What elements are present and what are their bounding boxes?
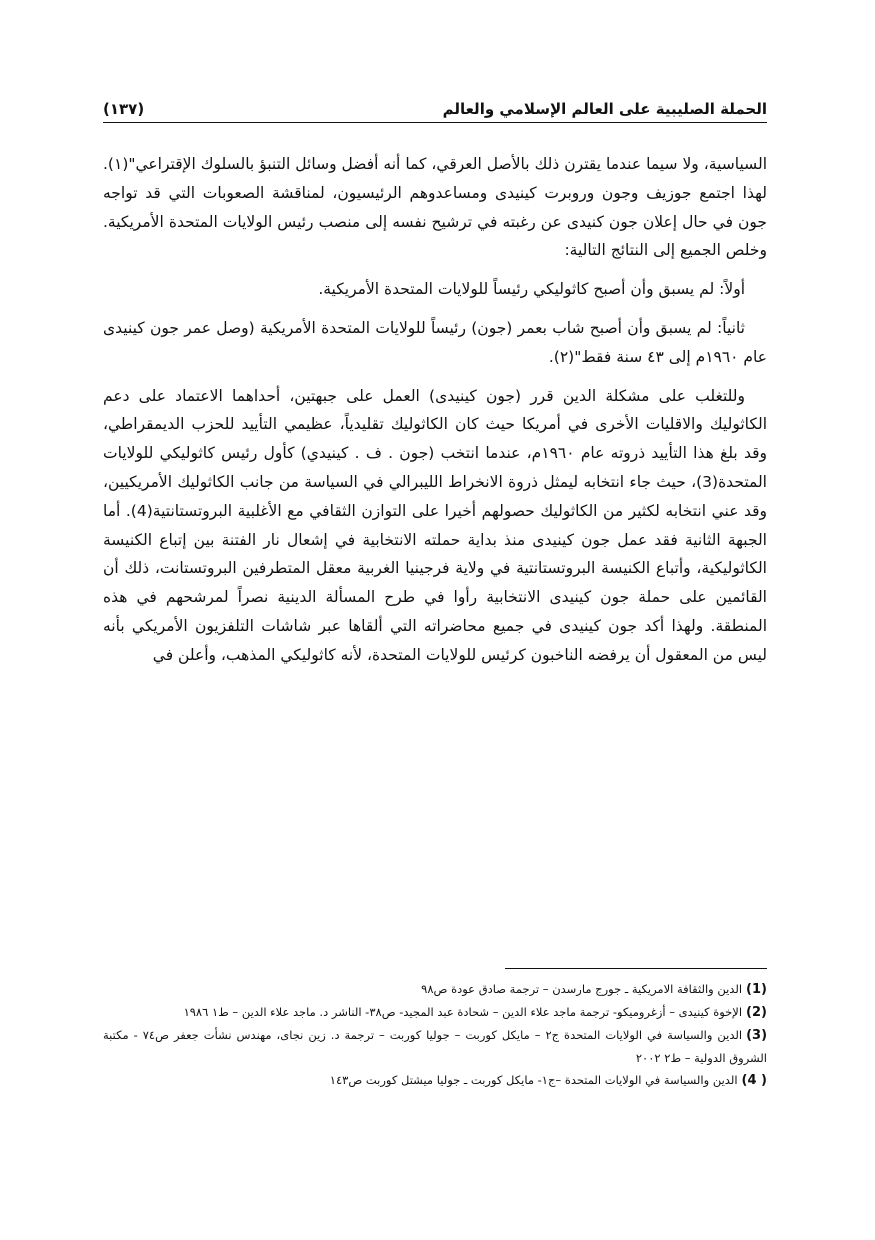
footnote-mark: ( 4) bbox=[741, 1073, 767, 1088]
main-text bbox=[103, 150, 767, 670]
footnote-3 bbox=[103, 1024, 767, 1069]
footnote-1 bbox=[103, 978, 767, 1001]
footnote-text: الدين والسياسة في الولايات المتحدة –ج١- مايكل كوربت ـ جوليا ميشتل كوربت ص١٤٣ bbox=[329, 1073, 738, 1087]
page-number: (١٣٧) bbox=[103, 100, 145, 118]
footnotes bbox=[103, 978, 767, 1092]
paragraph-4: وللتغلب على مشكلة الدين قرر (جون كينيدى) العمل على جبهتين، أحداهما الاعتماد على دعم الكاثوليك والاقليات الأخرى في أمريكا حيث كان الكاثوليك تقليدياً، عظيمي التأييد للحزب الديمقراطي، وقد بلغ هذا التأييد ذروته عام ١٩٦٠م، عندما انتخب (جون . ف . كينيدي) كأول رئيس كاثوليكي للولايات المتحدة(3)، حيث جاء انتخابه ليمثل ذروة الانخراط الليبرالي في السياسة من جانب الكاثوليك الأمريكيين، وقد عني انتخابه لكثير من الكاثوليك حصولهم أخيرا على التوازن الثقافي مع الأغلبية البروتستانتية(4). أما الجبهة الثانية فقد عمل جون كينيدى منذ بداية حملته الانتخابية في إشعال نار الفتنة بين إتباع الكنيسة الكاثوليكية، وأتباع الكنيسة البروتستانتية في ولاية فرجينيا الغربية معقل المتطرفين البروتستانت، ذلك أن القائمين على حملة جون كينيدى الانتخابية رأوا في طرح المسألة الدينية نصراً لمرشحهم في هذه المنطقة. ولهذا أكد جون كينيدى في جميع محاضراته التي ألقاها عبر شاشات التلفزيون الأمريكي بأنه ليس من المعقول أن يرفضه الناخبون كرئيس للولايات المتحدة، لأنه كاثوليكي المذهب، وأعلن في bbox=[103, 386, 768, 664]
footnote-text: الدين والثقافة الامريكية ـ جورج مارسدن – ترجمة صادق عودة ص٩٨ bbox=[421, 982, 743, 996]
footnote-text: الدين والسياسة في الولايات المتحدة ج٢ – مايكل كوربت – جوليا كوربت – ترجمة د. زين نجاى، مهندس نشأت جعفر ص٧٤ - مكتبة الشروق الدولية – ط٢ ٢٠٠٢ bbox=[103, 1028, 767, 1065]
footnote-text: الإخوة كينيدى – أزغروميكو- ترجمة ماجد علاء الدين – شحادة عبد المجيد- ص٣٨- الناشر د. ماجد علاء الدين – ط١ ١٩٨٦ bbox=[183, 1005, 743, 1019]
running-title: الحملة الصليبية على العالم الإسلامي والعالم bbox=[442, 100, 767, 118]
footnote-mark: (2) bbox=[746, 1005, 767, 1020]
page-header bbox=[103, 88, 767, 123]
footnote-mark: (1) bbox=[746, 982, 767, 997]
paragraph-3: ثانياً: لم يسبق وأن أصبح شاب بعمر (جون) رئيساً للولايات المتحدة الأمريكية (وصل عمر جون كينيدى عام ١٩٦٠م إلى ٤٣ سنة فقط"(٢). bbox=[103, 318, 767, 366]
footnote-2 bbox=[103, 1001, 767, 1024]
footnote-mark: (3) bbox=[746, 1028, 768, 1043]
paragraph-1: السياسية، ولا سيما عندما يقترن ذلك بالأصل العرقي، كما أنه أفضل وسائل التنبؤ بالسلوك الإقتراعي"(١). لهذا اجتمع جوزيف وجون وروبرت كينيدى ومساعدوهم الرئيسيون، لمناقشة الصعوبات التي قد تواجه جون في حال إعلان جون كنيدى عن رغبته في ترشيح نفسه إلى منصب رئيس الولايات المتحدة الأمريكية. وخلص الجميع إلى النتائج التالية: bbox=[103, 155, 767, 260]
footnote-separator bbox=[505, 968, 767, 969]
footnote-4 bbox=[103, 1069, 767, 1092]
paragraph-2: أولاً: لم يسبق وأن أصبح كاثوليكي رئيساً للولايات المتحدة الأمريكية. bbox=[318, 280, 745, 299]
